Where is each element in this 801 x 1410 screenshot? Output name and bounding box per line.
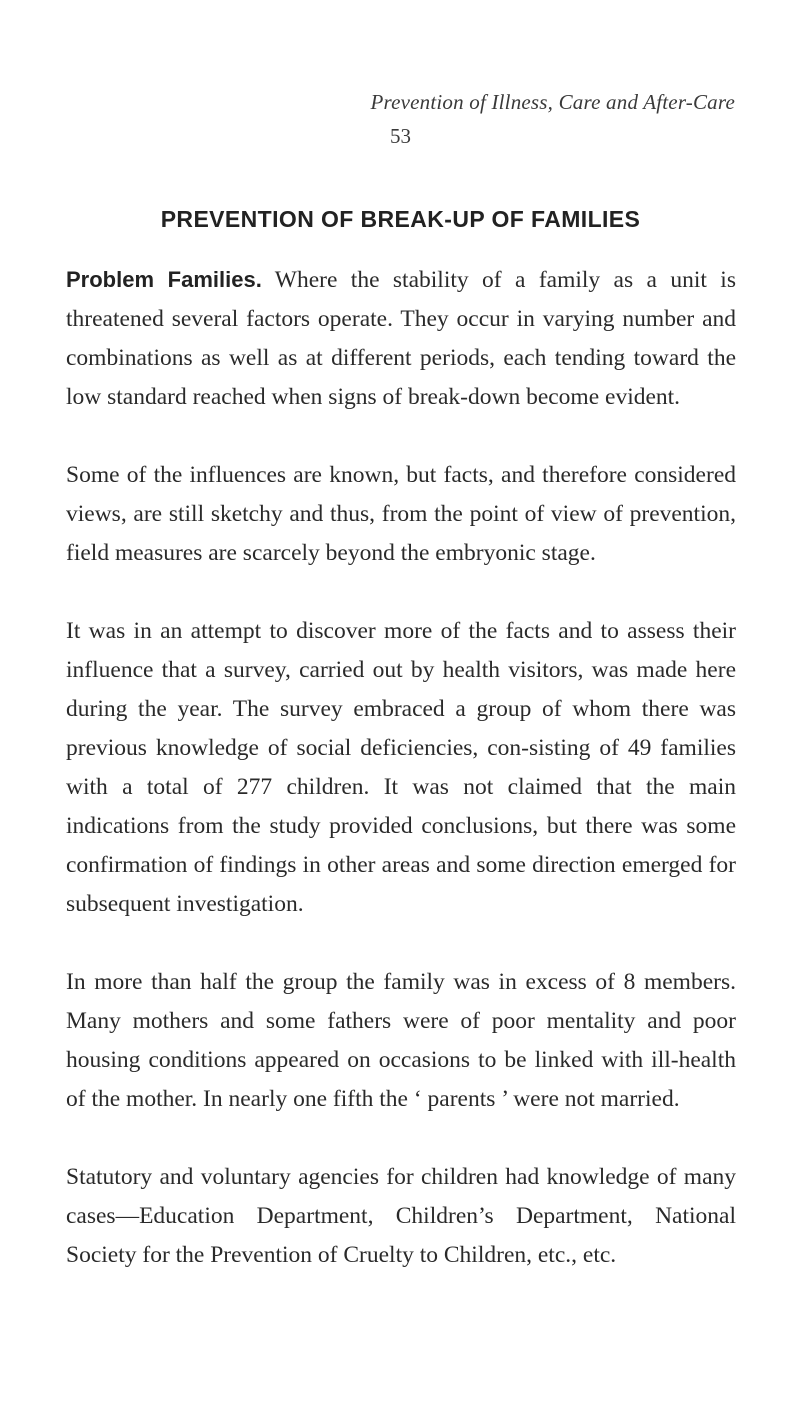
- paragraph-text: Where the stability of a family as a unit is threatened several factors operate. They occur in varying number and combinations as well as at different periods, each tending toward the low standard reached when signs of break-down become evident.: [66, 267, 736, 410]
- section-title: PREVENTION OF BREAK-UP OF FAMILIES: [160, 206, 641, 232]
- page-number: 53: [390, 124, 411, 148]
- body-text: [66, 260, 736, 1314]
- paragraph-lead-heading: Problem Families.: [66, 267, 262, 292]
- paragraph-agencies: Statutory and voluntary agencies for children had knowledge of many cases—Education Department, Children’s Department, National Society for the Prevention of Cruelty to Children, etc., etc.: [66, 1164, 736, 1268]
- paragraph-group-findings: In more than half the group the family was in excess of 8 members. Many mothers and some fathers were of poor mentality and poor housing conditions appeared on occasions to be linked with ill-health of the mother. In nearly one fifth the ‘ parents ’ were not married.: [66, 969, 736, 1112]
- paragraph-problem-families: [66, 260, 736, 417]
- paragraph-survey: It was in an attempt to discover more of the facts and to assess their influence that a survey, carried out by health visitors, was made here during the year. The survey embraced a group of whom there was previous knowledge of social deficiencies, con-sisting of 49 families with a total of 277 children. It was not claimed that the main indications from the study provided conclusions, but there was some confirmation of findings in other areas and some direction emerged for subsequent investigation.: [66, 618, 736, 917]
- running-head: Prevention of Illness, Care and After-Care: [370, 90, 735, 114]
- paragraph-influences: Some of the influences are known, but facts, and therefore considered views, are still sketchy and thus, from the point of view of prevention, field measures are scarcely beyond the embryonic stage.: [66, 462, 736, 566]
